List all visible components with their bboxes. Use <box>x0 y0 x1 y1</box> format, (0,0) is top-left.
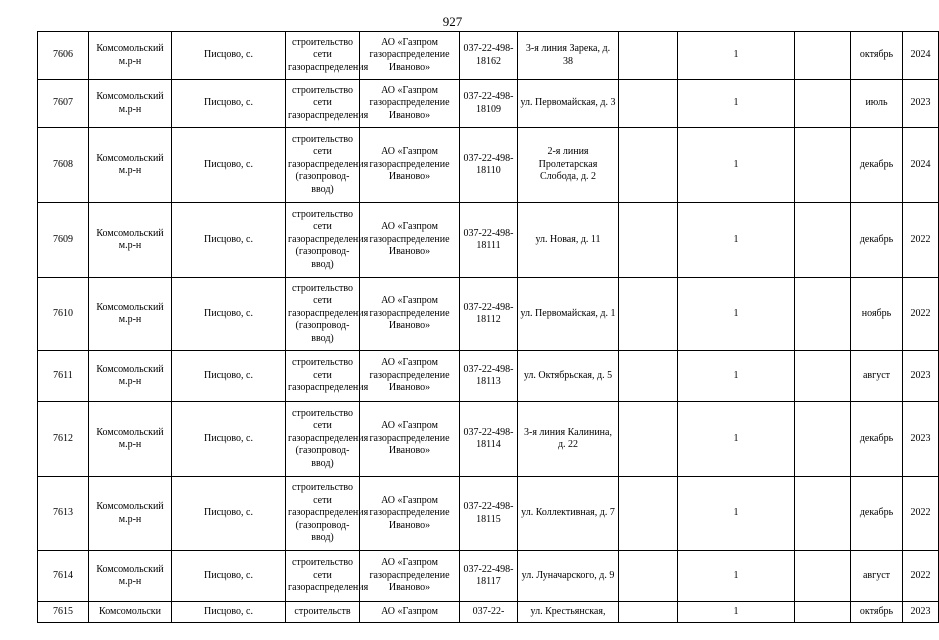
locality-cell: Писцово, с. <box>172 32 286 80</box>
address-cell: ул. Коллективная, д. 7 <box>518 477 619 551</box>
object-code-cell: 037-22-498-18113 <box>460 351 518 402</box>
district-cell: Комсомольский м.р-н <box>89 32 172 80</box>
table-row <box>38 278 939 351</box>
empty-cell <box>795 128 851 203</box>
object-code-cell: 037-22-498-18112 <box>460 278 518 351</box>
empty-cell <box>619 203 678 278</box>
object-code-cell: 037-22- <box>460 602 518 623</box>
address-cell: 3-я линия Калинина, д. 22 <box>518 402 619 477</box>
empty-cell <box>619 278 678 351</box>
locality-cell: Писцово, с. <box>172 203 286 278</box>
empty-cell <box>619 80 678 128</box>
row-number-cell: 7610 <box>38 278 89 351</box>
object-code-cell: 037-22-498-18109 <box>460 80 518 128</box>
registry-table <box>37 31 939 623</box>
year-cell: 2024 <box>903 128 939 203</box>
locality-cell: Писцово, с. <box>172 351 286 402</box>
row-number-cell: 7612 <box>38 402 89 477</box>
quantity-cell: 1 <box>678 351 795 402</box>
address-cell: ул. Новая, д. 11 <box>518 203 619 278</box>
quantity-cell: 1 <box>678 402 795 477</box>
page-number: 927 <box>442 14 463 29</box>
table-row <box>38 80 939 128</box>
address-cell: ул. Первомайская, д. 1 <box>518 278 619 351</box>
address-cell: ул. Луначарского, д. 9 <box>518 551 619 602</box>
address-cell: 3-я линия Зарека, д. 38 <box>518 32 619 80</box>
district-cell: Комсомольский м.р-н <box>89 80 172 128</box>
empty-cell <box>795 278 851 351</box>
address-cell: ул. Октябрьская, д. 5 <box>518 351 619 402</box>
month-cell: октябрь <box>851 32 903 80</box>
district-cell: Комсомольский м.р-н <box>89 278 172 351</box>
organization-cell: АО «Газпром газораспределение Иваново» <box>360 351 460 402</box>
row-number-cell: 7614 <box>38 551 89 602</box>
row-number-cell: 7609 <box>38 203 89 278</box>
work-type-cell: строительство сети газораспределения <box>286 32 360 80</box>
organization-cell: АО «Газпром газораспределение Иваново» <box>360 32 460 80</box>
year-cell: 2023 <box>903 602 939 623</box>
quantity-cell: 1 <box>678 128 795 203</box>
work-type-cell: строительство сети газораспределения (газопровод-ввод) <box>286 477 360 551</box>
object-code-cell: 037-22-498-18115 <box>460 477 518 551</box>
month-cell: август <box>851 551 903 602</box>
district-cell: Комсомольский м.р-н <box>89 477 172 551</box>
district-cell: Комсомольски <box>89 602 172 623</box>
quantity-cell: 1 <box>678 80 795 128</box>
work-type-cell: строительство сети газораспределения (газопровод-ввод) <box>286 402 360 477</box>
year-cell: 2022 <box>903 551 939 602</box>
month-cell: октябрь <box>851 602 903 623</box>
table-row <box>38 203 939 278</box>
table-row <box>38 602 939 623</box>
organization-cell: АО «Газпром газораспределение Иваново» <box>360 477 460 551</box>
empty-cell <box>619 551 678 602</box>
table-row <box>38 128 939 203</box>
empty-cell <box>795 402 851 477</box>
district-cell: Комсомольский м.р-н <box>89 203 172 278</box>
month-cell: июль <box>851 80 903 128</box>
empty-cell <box>795 32 851 80</box>
district-cell: Комсомольский м.р-н <box>89 351 172 402</box>
empty-cell <box>795 477 851 551</box>
district-cell: Комсомольский м.р-н <box>89 402 172 477</box>
locality-cell: Писцово, с. <box>172 551 286 602</box>
object-code-cell: 037-22-498-18114 <box>460 402 518 477</box>
quantity-cell: 1 <box>678 551 795 602</box>
work-type-cell: строительство сети газораспределения <box>286 551 360 602</box>
row-number-cell: 7606 <box>38 32 89 80</box>
locality-cell: Писцово, с. <box>172 402 286 477</box>
empty-cell <box>619 602 678 623</box>
year-cell: 2023 <box>903 351 939 402</box>
empty-cell <box>795 602 851 623</box>
row-number-cell: 7607 <box>38 80 89 128</box>
organization-cell: АО «Газпром <box>360 602 460 623</box>
address-cell: ул. Первомайская, д. 3 <box>518 80 619 128</box>
empty-cell <box>619 32 678 80</box>
quantity-cell: 1 <box>678 278 795 351</box>
work-type-cell: строительство сети газораспределения <box>286 80 360 128</box>
quantity-cell: 1 <box>678 602 795 623</box>
organization-cell: АО «Газпром газораспределение Иваново» <box>360 278 460 351</box>
year-cell: 2023 <box>903 80 939 128</box>
empty-cell <box>795 203 851 278</box>
organization-cell: АО «Газпром газораспределение Иваново» <box>360 203 460 278</box>
object-code-cell: 037-22-498-18111 <box>460 203 518 278</box>
quantity-cell: 1 <box>678 477 795 551</box>
month-cell: декабрь <box>851 203 903 278</box>
object-code-cell: 037-22-498-18110 <box>460 128 518 203</box>
organization-cell: АО «Газпром газораспределение Иваново» <box>360 128 460 203</box>
locality-cell: Писцово, с. <box>172 80 286 128</box>
empty-cell <box>795 351 851 402</box>
year-cell: 2022 <box>903 278 939 351</box>
row-number-cell: 7611 <box>38 351 89 402</box>
work-type-cell: строительство сети газораспределения (газопровод-ввод) <box>286 203 360 278</box>
empty-cell <box>619 477 678 551</box>
empty-cell <box>795 551 851 602</box>
empty-cell <box>619 128 678 203</box>
quantity-cell: 1 <box>678 32 795 80</box>
district-cell: Комсомольский м.р-н <box>89 551 172 602</box>
locality-cell: Писцово, с. <box>172 278 286 351</box>
quantity-cell: 1 <box>678 203 795 278</box>
year-cell: 2024 <box>903 32 939 80</box>
organization-cell: АО «Газпром газораспределение Иваново» <box>360 80 460 128</box>
month-cell: декабрь <box>851 128 903 203</box>
row-number-cell: 7615 <box>38 602 89 623</box>
work-type-cell: строительство сети газораспределения (газопровод-ввод) <box>286 128 360 203</box>
month-cell: декабрь <box>851 477 903 551</box>
organization-cell: АО «Газпром газораспределение Иваново» <box>360 551 460 602</box>
month-cell: декабрь <box>851 402 903 477</box>
locality-cell: Писцово, с. <box>172 602 286 623</box>
table-row <box>38 551 939 602</box>
locality-cell: Писцово, с. <box>172 128 286 203</box>
object-code-cell: 037-22-498-18162 <box>460 32 518 80</box>
locality-cell: Писцово, с. <box>172 477 286 551</box>
year-cell: 2022 <box>903 203 939 278</box>
empty-cell <box>619 402 678 477</box>
work-type-cell: строительство сети газораспределения (газопровод-ввод) <box>286 278 360 351</box>
address-cell: 2-я линия Пролетарская Слобода, д. 2 <box>518 128 619 203</box>
month-cell: ноябрь <box>851 278 903 351</box>
address-cell: ул. Крестьянская, <box>518 602 619 623</box>
row-number-cell: 7613 <box>38 477 89 551</box>
object-code-cell: 037-22-498-18117 <box>460 551 518 602</box>
work-type-cell: строительство сети газораспределения <box>286 351 360 402</box>
empty-cell <box>619 351 678 402</box>
table-row <box>38 402 939 477</box>
month-cell: август <box>851 351 903 402</box>
table-row <box>38 32 939 80</box>
row-number-cell: 7608 <box>38 128 89 203</box>
organization-cell: АО «Газпром газораспределение Иваново» <box>360 402 460 477</box>
table-row <box>38 477 939 551</box>
work-type-cell: строительств <box>286 602 360 623</box>
empty-cell <box>795 80 851 128</box>
district-cell: Комсомольский м.р-н <box>89 128 172 203</box>
year-cell: 2022 <box>903 477 939 551</box>
table-row <box>38 351 939 402</box>
year-cell: 2023 <box>903 402 939 477</box>
